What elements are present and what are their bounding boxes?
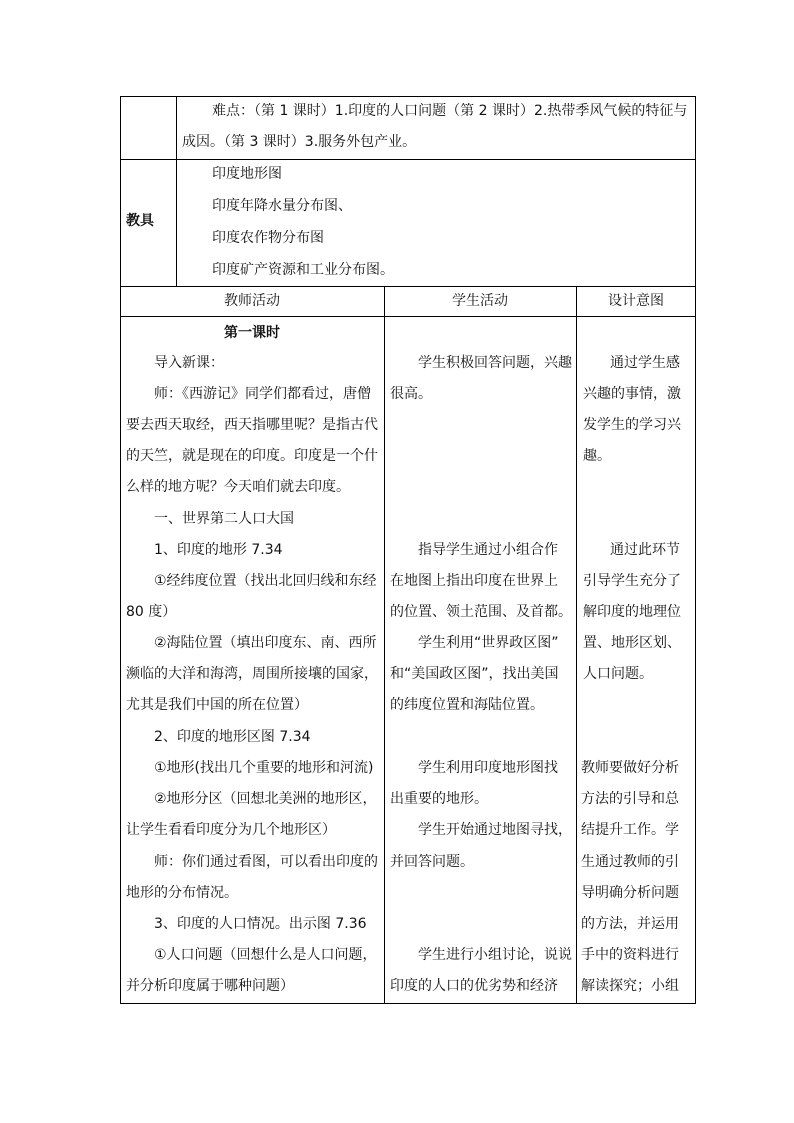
teacher-line: 师：你们通过看图，可以看出印度的 bbox=[154, 854, 378, 870]
lesson-plan-table bbox=[120, 96, 696, 1004]
teacher-line: 尤其是我们中国的所在位置） bbox=[126, 697, 308, 713]
header-teacher-activity: 教师活动 bbox=[224, 293, 280, 309]
teacher-line: 80 度） bbox=[126, 604, 177, 620]
design-line: 手中的资料进行 bbox=[581, 947, 679, 963]
teacher-line: ①人口问题（回想什么是人口问题， bbox=[154, 947, 377, 963]
table-border-bottom bbox=[120, 1003, 696, 1004]
design-line: 解印度的地理位 bbox=[583, 604, 681, 620]
student-line: 和“美国政区图”，找出美国 bbox=[390, 666, 559, 682]
teacher-line: 要去西天取经，西天指哪里呢？是指古代 bbox=[126, 417, 378, 433]
student-line: 学生进行小组讨论，说说 bbox=[418, 947, 572, 963]
difficulty-line-2: 成因。（第 3 课时）3.服务外包产业。 bbox=[182, 134, 417, 150]
difficulty-line-1: 难点：（第 1 课时）1.印度的人口问题（第 2 课时）2.热带季风气候的特征与 bbox=[212, 103, 688, 119]
row-divider-difficulty bbox=[120, 159, 696, 160]
header-student-activity: 学生活动 bbox=[452, 293, 508, 309]
teacher-line: 么样的地方呢？今天咱们就去印度。 bbox=[126, 479, 350, 495]
header-design-intent: 设计意图 bbox=[608, 293, 664, 309]
tools-item: 印度地形图 bbox=[212, 166, 282, 182]
lesson-title: 第一课时 bbox=[224, 325, 280, 341]
teacher-line: ①地形(找出几个重要的地形和河流) bbox=[154, 760, 374, 776]
teacher-column-divider bbox=[384, 286, 385, 1004]
label-column-divider bbox=[176, 96, 177, 286]
student-line: 学生积极回答问题，兴趣 bbox=[418, 355, 572, 371]
student-line: 印度的人口的优劣势和经济 bbox=[390, 978, 558, 994]
tools-item: 印度年降水量分布图、 bbox=[212, 198, 352, 214]
student-line: 学生利用印度地形图找 bbox=[418, 760, 558, 776]
teacher-line: ②地形分区（回想北美洲的地形区， bbox=[154, 791, 377, 807]
student-line: 学生开始通过地图寻找， bbox=[418, 822, 572, 838]
student-line: 在地图上指出印度在世界上 bbox=[390, 573, 558, 589]
student-column-divider bbox=[576, 286, 577, 1004]
student-line: 指导学生通过小组合作 bbox=[418, 542, 558, 558]
student-line: 的位置、领土范围、及首都。 bbox=[390, 604, 572, 620]
teacher-line: 濒临的大洋和海湾，周围所接壤的国家， bbox=[126, 666, 378, 682]
design-line: 导明确分析问题 bbox=[581, 885, 679, 901]
student-line: 很高。 bbox=[390, 386, 432, 402]
teacher-line: ②海陆位置（填出印度东、南、西所 bbox=[154, 635, 377, 651]
design-line: 通过此环节 bbox=[610, 542, 680, 558]
table-border-left bbox=[120, 96, 121, 1004]
student-line: 并回答问题。 bbox=[390, 854, 474, 870]
student-line: 学生利用“世界政区图” bbox=[418, 635, 559, 651]
teacher-line: 的天竺，就是现在的印度。印度是一个什 bbox=[126, 448, 378, 464]
tools-item: 印度矿产资源和工业分布图。 bbox=[212, 262, 394, 278]
design-line: 引导学生充分了 bbox=[583, 573, 681, 589]
design-line: 发学生的学习兴 bbox=[583, 417, 681, 433]
teacher-line: 3、印度的人口情况。出示图 7.36 bbox=[154, 916, 367, 932]
design-line: 解读探究；小组 bbox=[581, 978, 679, 994]
design-line: 结提升工作。学 bbox=[581, 822, 679, 838]
teacher-line: 2、印度的地形区图 7.34 bbox=[154, 729, 311, 745]
design-line: 方法的引导和总 bbox=[581, 791, 679, 807]
teacher-line: ①经纬度位置（找出北回归线和东经 bbox=[154, 573, 377, 589]
student-line: 的纬度位置和海陆位置。 bbox=[390, 697, 544, 713]
teacher-line: 让学生看看印度分为几个地形区） bbox=[126, 822, 336, 838]
teacher-line: 1、印度的地形 7.34 bbox=[154, 542, 283, 558]
student-line: 出重要的地形。 bbox=[390, 791, 488, 807]
design-line: 通过学生感 bbox=[610, 355, 680, 371]
design-line: 生通过教师的引 bbox=[581, 854, 679, 870]
design-line: 兴趣的事情，激 bbox=[583, 386, 681, 402]
design-line: 趣。 bbox=[583, 448, 611, 464]
design-line: 人口问题。 bbox=[583, 666, 653, 682]
design-line: 置、地形区划、 bbox=[583, 635, 681, 651]
teacher-line: 师：《西游记》同学们都看过，唐僧 bbox=[154, 386, 371, 402]
teacher-line: 导入新课： bbox=[154, 355, 224, 371]
design-line: 的方法，并运用 bbox=[581, 916, 679, 932]
teacher-line: 一、世界第二人口大国 bbox=[154, 511, 294, 527]
teacher-line: 并分析印度属于哪种问题） bbox=[126, 978, 294, 994]
teacher-line: 地形的分布情况。 bbox=[126, 885, 238, 901]
tools-label: 教具 bbox=[126, 213, 154, 229]
table-border-right bbox=[695, 96, 696, 1004]
tools-item: 印度农作物分布图 bbox=[212, 230, 324, 246]
design-line: 教师要做好分析 bbox=[581, 760, 679, 776]
